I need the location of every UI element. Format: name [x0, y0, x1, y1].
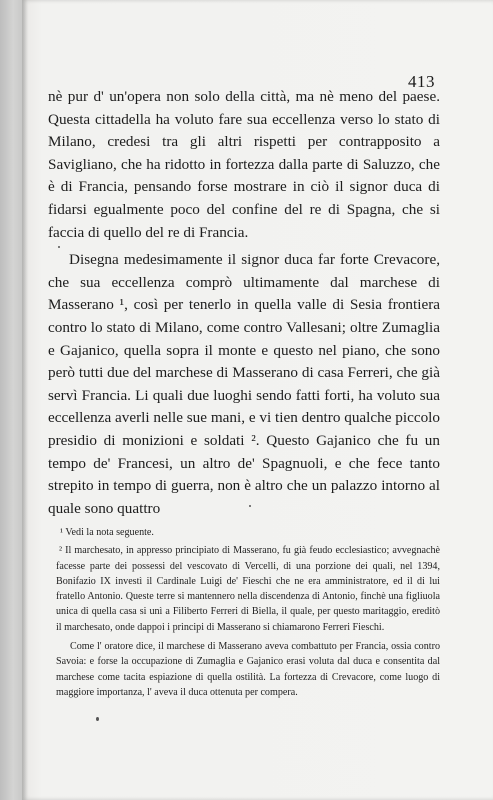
- paragraph-1: nè pur d' un'opera non solo della città, ma nè meno del paese. Questa cittadella ha voluto fare sua eccellenza verso lo stato di Milano, credesi tra gli altri rispetti per contrapposito a Savigliano, che ha ridotto in fortezza dalla parte di Saluzzo, che è di Francia, pensando forse mostrare in ciò il signor duca di fidarsi egualmente poco del confine del re di Spagna, che si faccia di quello del re di Francia.: [48, 88, 440, 241]
- print-speck: [58, 246, 60, 248]
- print-speck: [96, 717, 99, 721]
- main-text: [48, 86, 440, 520]
- print-speck: [249, 505, 251, 507]
- footnote-commentary: Come l' oratore dice, il marchese di Masserano aveva combattuto per Francia, ossia contro Savoia: e forse la occupazione di Zumaglia e Gajanico erasi voluta dal duca e consentita dal marchese come tacita espiazione di quella ostilità. La fortezza di Crevacore, come luogo di maggiore importanza, l' aveva il duca ottenuta per compera.: [56, 641, 440, 698]
- page-gutter-edge: [0, 0, 22, 800]
- footnotes: [56, 525, 440, 700]
- footnote-2: ² Il marchesato, in appresso principiato di Masserano, fu già feudo ecclesiastico; avvegnachè facesse parte dei possessi del vescovato di Vercelli, di una porzione dei quali, nel 1394, Bonifazio IX investì il Cardinale Luigi de' Fieschi che ne era amministratore, ed il di lui fratello Antonio. Queste terre si mantennero nella discendenza di Antonio, finchè una figliuola unica di quella casa si unì a Filiberto Ferreri di Biella, il quale, per questo maritaggio, ereditò il marchesato, onde dappoi i principi di Masserano si chiamarono Ferreri Fieschi.: [56, 545, 440, 633]
- footnote-1: ¹ Vedi la nota seguente.: [60, 527, 154, 538]
- paragraph-2: Disegna medesimamente il signor duca far forte Crevacore, che sua eccellenza comprò ultimamente dal marchese di Masserano ¹, così per tenerlo in quella valle di Sesia frontiera contro lo stato di Milano, come contro Vallesani; oltre Zumaglia e Gajanico, quella sopra il monte e questo nel piano, che sono però tutti due del marchese di Masserano di casa Ferreri, che già servì Francia. Li quali due luoghi sendo fatti forti, ha voluto sua eccellenza averli nelle sue mani, e vi tien dentro qualche piccolo presidio di monizioni e soldati ². Questo Gajanico che fu un tempo de' Francesi, un altro de' Spagnuoli, e che fece tanto strepito in tempo di guerra, non è altro che un palazzo intorno al quale sono quattro: [48, 251, 440, 517]
- page-number: 413: [408, 72, 435, 91]
